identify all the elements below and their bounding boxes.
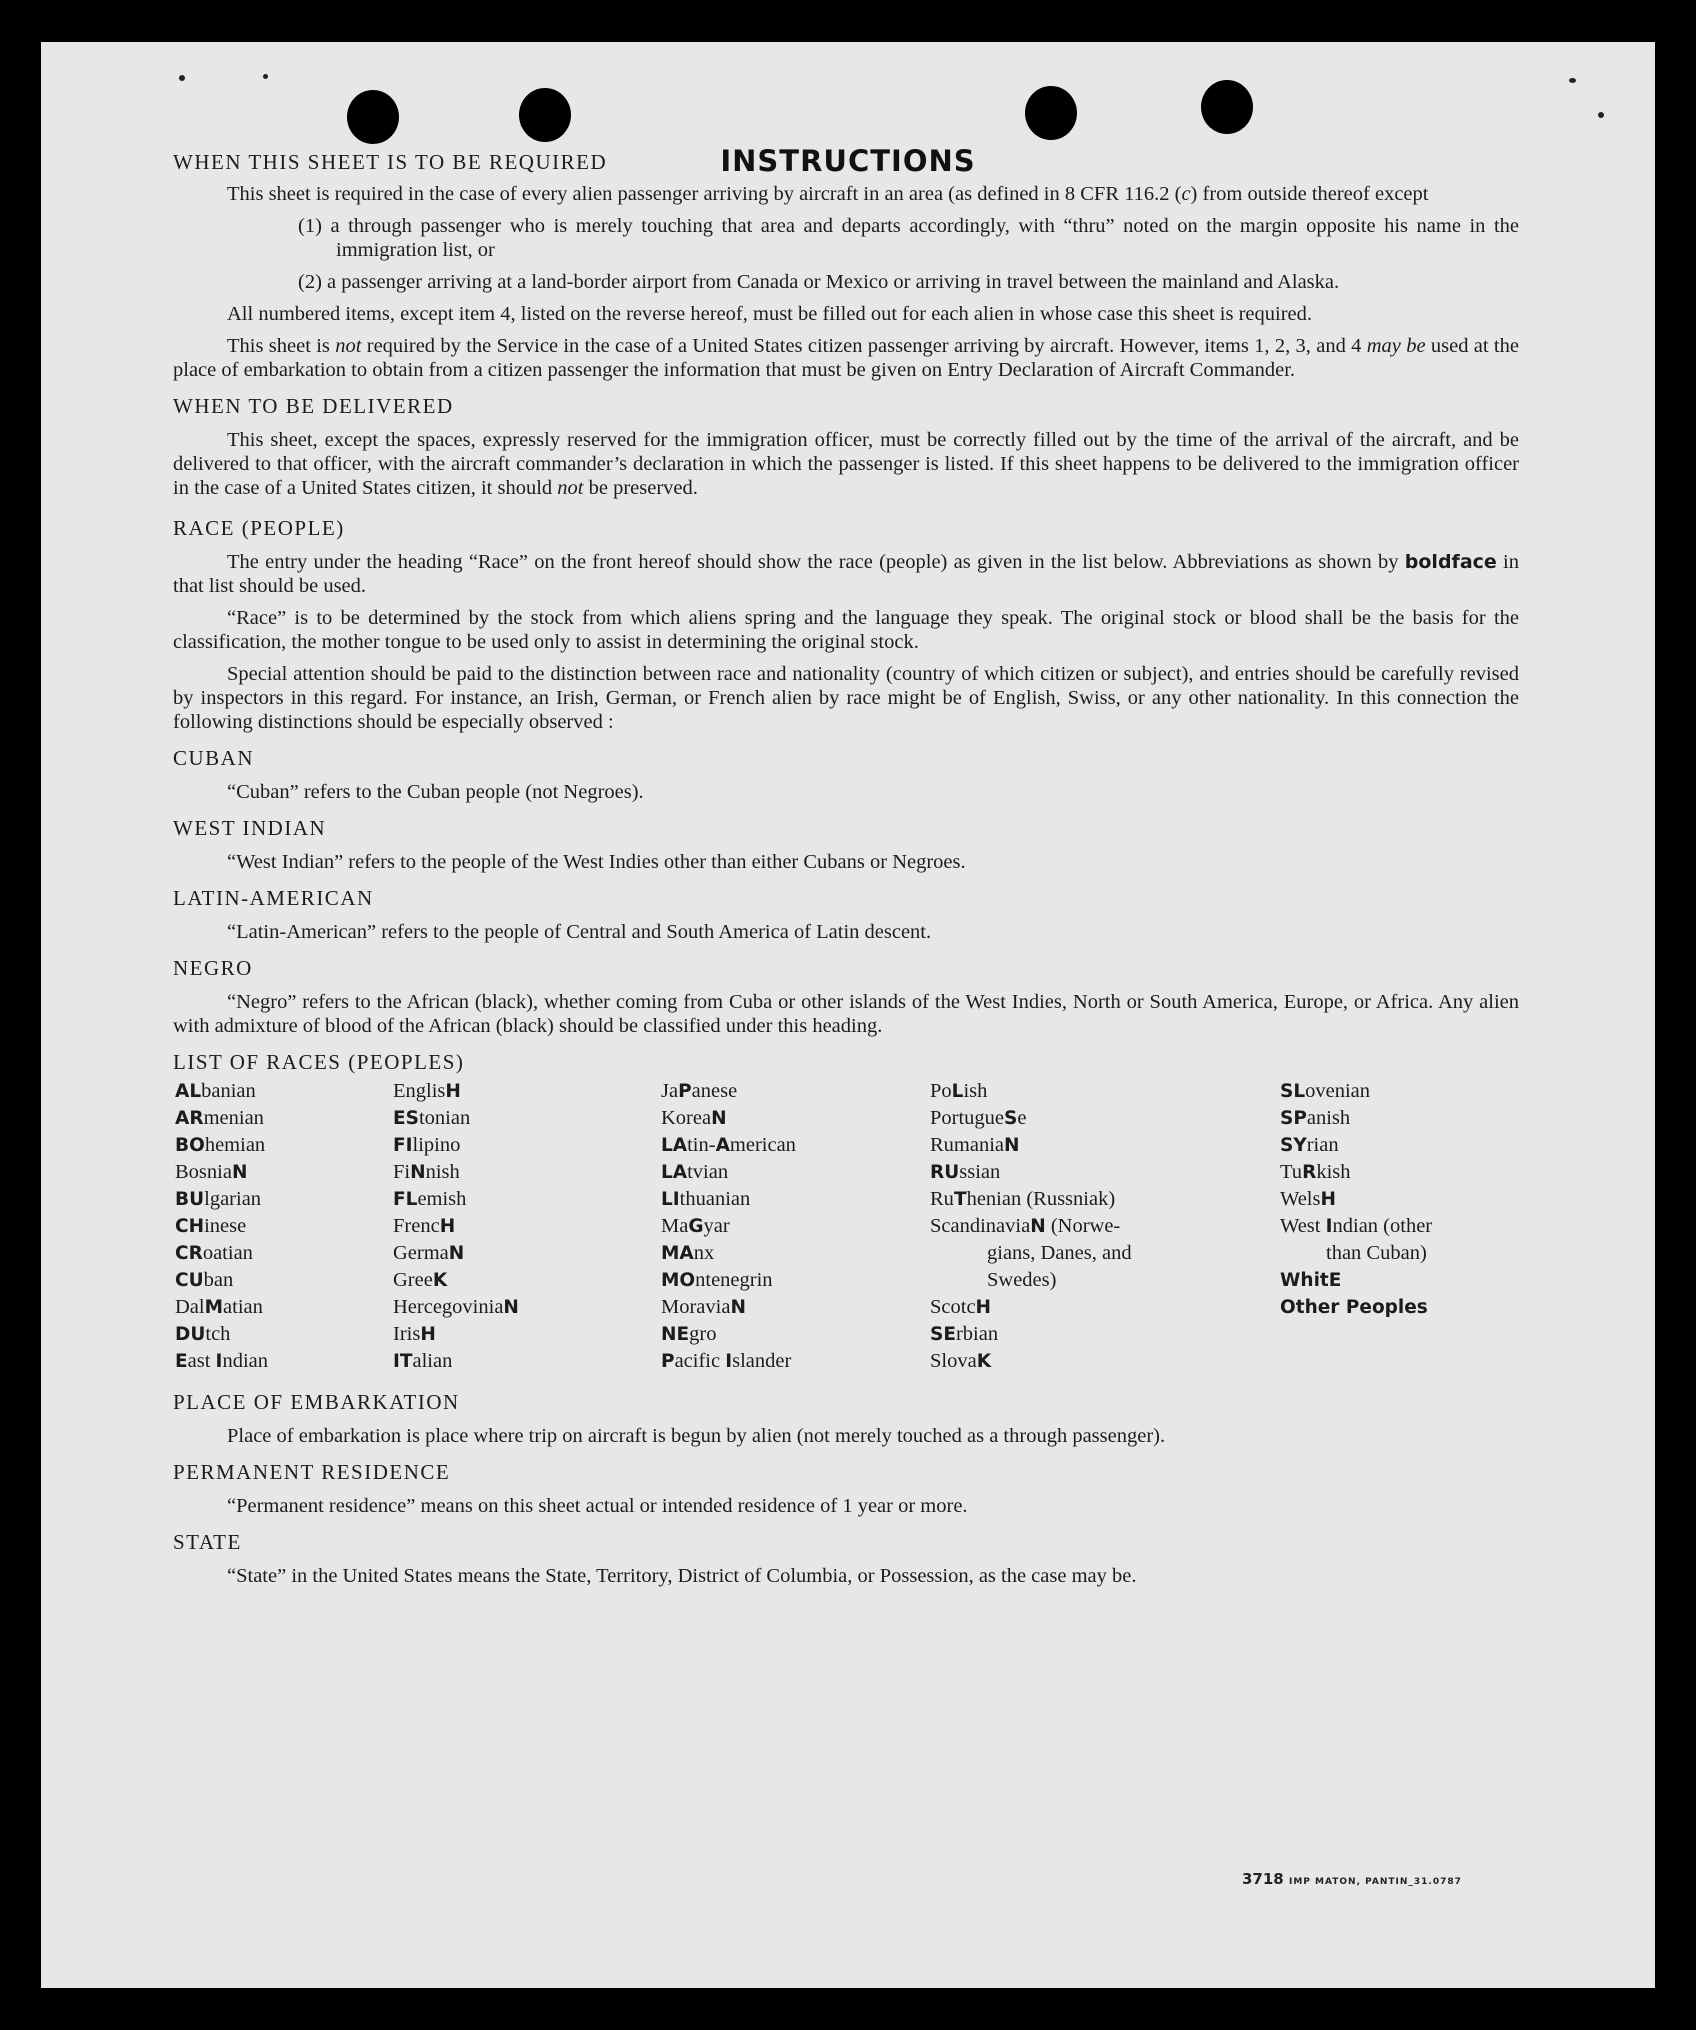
race-abbrev: H [420, 1324, 436, 1345]
race-abbrev: SL [1280, 1081, 1306, 1102]
race-item [175, 1294, 268, 1321]
race-abbrev: IT [393, 1351, 413, 1372]
race-item [1280, 1159, 1432, 1186]
race-item [1280, 1186, 1432, 1213]
race-text: Germa [393, 1242, 449, 1264]
race-text: yar [703, 1215, 730, 1237]
race-text: nish [425, 1161, 460, 1183]
paragraph-state: “State” in the United States means the State, Territory, District of Columbia, or Possession, as the case may be. [227, 1565, 1137, 1587]
punch-hole [1025, 86, 1077, 140]
race-text: hemian [204, 1134, 266, 1156]
race-abbrev: K [976, 1351, 992, 1372]
race-column-5 [1280, 1078, 1432, 1321]
race-item [661, 1186, 796, 1213]
race-item [930, 1321, 1132, 1348]
race-text: rbian [955, 1323, 999, 1345]
race-column-4 [930, 1078, 1132, 1375]
form-number: 3718 [1242, 1870, 1284, 1888]
printer-imprint [1242, 1870, 1462, 1888]
section-heading-negro: NEGRO [173, 956, 253, 980]
section-heading-required: WHEN THIS SHEET IS TO BE REQUIRED [173, 150, 608, 174]
race-text: tvian [687, 1161, 729, 1183]
section-heading-west-indian: WEST INDIAN [173, 816, 327, 840]
race-item-continuation: than Cuban) [1326, 1242, 1427, 1264]
race-item-continuation: Swedes) [987, 1269, 1057, 1291]
race-item [393, 1186, 519, 1213]
race-abbrev: N [730, 1297, 746, 1318]
race-abbrev: N [503, 1297, 519, 1318]
race-column-3 [661, 1078, 796, 1375]
race-abbrev: H [445, 1081, 461, 1102]
paragraph-special-attention: Special attention should be paid to the distinction between race and nationality (country of which citizen or subject), and entries should be carefully revised by inspectors in this regard. For instance, an Irish, German, or French alien by race might be of English, Swiss, or any other nationality. In this connection the following distinctions should be especially observed : [173, 663, 1519, 733]
race-text: slander [732, 1350, 792, 1372]
race-text: Ma [661, 1215, 689, 1237]
race-text: merican [729, 1134, 796, 1156]
scan-speck [179, 75, 185, 81]
race-abbrev: G [688, 1216, 704, 1237]
race-item [661, 1348, 796, 1375]
race-abbrev: MO [661, 1270, 696, 1291]
race-item [1280, 1105, 1432, 1132]
race-item [1280, 1267, 1432, 1294]
race-item [175, 1159, 268, 1186]
race-abbrev: N [410, 1162, 426, 1183]
race-text: lipino [412, 1134, 461, 1156]
text: This sheet is required in the case of every alien passenger arriving by aircraft in an area (as defined in 8 CFR 116.2 ( [227, 183, 1182, 205]
race-item [930, 1132, 1132, 1159]
race-abbrev: I [1325, 1216, 1333, 1237]
punch-hole [1201, 80, 1253, 134]
race-item [661, 1267, 796, 1294]
race-abbrev: E [1328, 1270, 1342, 1291]
race-item [661, 1321, 796, 1348]
section-heading-delivered: WHEN TO BE DELIVERED [173, 394, 454, 418]
race-text: ish [963, 1080, 988, 1102]
race-abbrev: CH [175, 1216, 205, 1237]
race-text: (Norwe- [1045, 1215, 1121, 1237]
race-abbrev: N [1030, 1216, 1046, 1237]
race-item [930, 1186, 1132, 1213]
text: used at the place of embarkation to obtain from a citizen passenger the information that must be given on Entry Declaration of Aircraft Commander. [173, 335, 1519, 381]
race-text: Wels [1280, 1188, 1321, 1210]
race-abbrev: H [1320, 1189, 1336, 1210]
race-item [393, 1078, 519, 1105]
italic-text: may be [1366, 335, 1426, 357]
race-text: Tu [1280, 1161, 1303, 1183]
scan-speck [1598, 112, 1604, 118]
race-abbrev: FI [393, 1135, 413, 1156]
race-item [1280, 1078, 1432, 1105]
race-item [661, 1159, 796, 1186]
race-text: kish [1316, 1161, 1351, 1183]
race-item [661, 1294, 796, 1321]
race-abbrev: I [215, 1351, 223, 1372]
race-item [661, 1105, 796, 1132]
scan-speck [1569, 78, 1576, 83]
race-item [661, 1078, 796, 1105]
page-title: INSTRUCTIONS [720, 144, 976, 178]
race-text: emish [417, 1188, 467, 1210]
paragraph-west-indian: “West Indian” refers to the people of the West Indies other than either Cubans or Negroes. [227, 851, 966, 873]
race-item [661, 1213, 796, 1240]
race-abbrev: T [953, 1189, 967, 1210]
race-text: Moravia [661, 1296, 731, 1318]
race-abbrev: DU [175, 1324, 206, 1345]
race-abbrev: K [432, 1270, 448, 1291]
race-item [175, 1213, 268, 1240]
race-text: henian (Russniak) [966, 1188, 1116, 1210]
race-item [175, 1078, 268, 1105]
section-heading-cuban: CUBAN [173, 746, 255, 770]
race-item [175, 1105, 268, 1132]
text: The entry under the heading “Race” on the front hereof should show the race (people) as given in the list below. Abbreviations as shown by [227, 551, 1405, 573]
race-text: ast [187, 1350, 216, 1372]
race-column-1 [175, 1078, 268, 1375]
scan-speck [263, 74, 268, 79]
race-text: Dal [175, 1296, 205, 1318]
race-item [393, 1321, 519, 1348]
race-text: acific [674, 1350, 726, 1372]
italic-text: not [335, 335, 362, 357]
race-abbrev: RU [930, 1162, 960, 1183]
race-item [930, 1213, 1132, 1240]
race-item [393, 1348, 519, 1375]
race-abbrev: L [951, 1081, 964, 1102]
race-abbrev: MA [661, 1243, 694, 1264]
race-text: Portugue [930, 1107, 1005, 1129]
paragraph-cuban: “Cuban” refers to the Cuban people (not Negroes). [227, 781, 644, 803]
boldface-text: boldface [1404, 551, 1497, 573]
race-abbrev: A [715, 1135, 730, 1156]
section-heading-embarkation: PLACE OF EMBARKATION [173, 1390, 460, 1414]
race-abbrev: Whit [1280, 1270, 1329, 1291]
race-item [930, 1159, 1132, 1186]
paragraph-citizen [173, 334, 1519, 382]
race-text: menian [203, 1107, 264, 1129]
race-text: anese [691, 1080, 738, 1102]
text: be preserved. [583, 477, 698, 499]
race-abbrev: LA [661, 1162, 688, 1183]
imprint-text: IMP MATON, PANTIN_31.0787 [1288, 1877, 1462, 1887]
race-abbrev: AL [175, 1081, 202, 1102]
race-item [930, 1105, 1132, 1132]
race-text: tin- [687, 1134, 716, 1156]
race-abbrev: P [661, 1351, 675, 1372]
race-text: ssian [959, 1161, 1001, 1183]
race-text: Englis [393, 1080, 446, 1102]
race-abbrev: I [725, 1351, 733, 1372]
race-text: thuanian [679, 1188, 751, 1210]
race-abbrev: SP [1280, 1108, 1307, 1129]
race-text: atian [223, 1296, 263, 1318]
race-abbrev: BU [175, 1189, 205, 1210]
race-text: tonian [418, 1107, 471, 1129]
race-abbrev: SE [930, 1324, 956, 1345]
race-item [1280, 1213, 1432, 1240]
race-item-continuation: gians, Danes, and [987, 1242, 1132, 1264]
race-text: gro [689, 1323, 717, 1345]
race-item [661, 1240, 796, 1267]
race-item [175, 1321, 268, 1348]
race-text: Scotc [930, 1296, 976, 1318]
race-text: ovenian [1305, 1080, 1371, 1102]
race-text: Ru [930, 1188, 954, 1210]
punch-hole [347, 90, 399, 144]
race-abbrev: H [439, 1216, 456, 1237]
race-item [393, 1213, 519, 1240]
race-text: Scandinavia [930, 1215, 1031, 1237]
section-heading-state: STATE [173, 1530, 242, 1554]
race-abbrev: P [678, 1081, 692, 1102]
race-abbrev: AR [175, 1108, 204, 1129]
race-text: Korea [661, 1107, 712, 1129]
paragraph-delivered [173, 428, 1519, 500]
paragraph-latin-american: “Latin-American” refers to the people of Central and South America of Latin descent. [227, 921, 932, 943]
paragraph-numbered-items: All numbered items, except item 4, listed on the reverse hereof, must be filled out for each alien in whose case this sheet is required. [227, 303, 1313, 325]
race-text: ntenegrin [695, 1269, 773, 1291]
race-abbrev: SY [1280, 1135, 1307, 1156]
punch-hole [519, 88, 571, 142]
italic-text: not [557, 477, 584, 499]
race-rows [1280, 1078, 1432, 1213]
italic-text: c [1181, 183, 1191, 205]
race-abbrev: S [1004, 1108, 1018, 1129]
race-item [930, 1078, 1132, 1105]
race-item [661, 1132, 796, 1159]
race-text: Ja [661, 1080, 679, 1102]
race-item [393, 1294, 519, 1321]
race-text: ban [203, 1269, 234, 1291]
race-text: Gree [393, 1269, 433, 1291]
race-item [175, 1267, 268, 1294]
section-heading-race: RACE (PEOPLE) [173, 516, 345, 540]
race-abbrev: E [175, 1351, 188, 1372]
race-abbrev: N [231, 1162, 248, 1183]
paragraph-required [173, 182, 1519, 206]
race-abbrev: ES [393, 1108, 419, 1129]
race-abbrev: N [1004, 1135, 1020, 1156]
exception-item-2: (2) a passenger arriving at a land-border airport from Canada or Mexico or arriving in travel between the mainland and Alaska. [298, 271, 1340, 293]
race-item [930, 1348, 1132, 1375]
race-text: West [1280, 1215, 1326, 1237]
race-abbrev: LA [661, 1135, 688, 1156]
paragraph-negro: “Negro” refers to the African (black), whether coming from Cuba or other islands of the West Indies, North or South America, Europe, or Africa. Any alien with admixture of blood of the African (black) should be classified under this heading. [173, 991, 1519, 1037]
race-text: e [1017, 1107, 1027, 1129]
race-abbrev: CU [175, 1270, 204, 1291]
race-abbrev: M [204, 1297, 224, 1318]
race-item [175, 1132, 268, 1159]
exception-item-1: (1) a through passenger who is merely touching that area and departs accordingly, with “thru” noted on the margin opposite his name in the immigration list, or [298, 215, 1519, 261]
race-abbrev: NE [661, 1324, 690, 1345]
race-item [175, 1348, 268, 1375]
race-abbrev: H [975, 1297, 992, 1318]
race-text: Hercegovinia [393, 1296, 504, 1318]
race-abbrev: Other Peoples [1280, 1297, 1428, 1318]
paragraph-residence: “Permanent residence” means on this sheet actual or intended residence of 1 year or more. [227, 1495, 968, 1517]
race-text: Frenc [393, 1215, 440, 1237]
race-list [173, 1078, 1519, 1384]
race-item [175, 1240, 268, 1267]
race-abbrev: CR [175, 1243, 203, 1264]
race-item [393, 1267, 519, 1294]
paragraph-race-entry [173, 550, 1519, 598]
race-item [393, 1132, 519, 1159]
section-heading-residence: PERMANENT RESIDENCE [173, 1460, 451, 1484]
race-column-2 [393, 1078, 519, 1375]
race-text: oatian [202, 1242, 253, 1264]
text: required by the Service in the case of a United States citizen passenger arriving by aircraft. However, items 1, 2, 3, and 4 [361, 335, 1367, 357]
race-item [1280, 1294, 1432, 1321]
race-text: Slova [930, 1350, 977, 1372]
race-text: nx [693, 1242, 715, 1264]
race-abbrev: FL [393, 1189, 418, 1210]
race-abbrev: BO [175, 1135, 205, 1156]
race-item [393, 1159, 519, 1186]
race-item [175, 1186, 268, 1213]
race-item [1280, 1132, 1432, 1159]
race-item [930, 1294, 1132, 1321]
race-text: Rumania [930, 1134, 1005, 1156]
text: ) from outside thereof except [1190, 183, 1429, 205]
race-text: lgarian [204, 1188, 262, 1210]
text: This sheet, except the spaces, expressly reserved for the immigration officer, must be correctly filled out by the time of the arrival of the aircraft, and be delivered to that officer, with the aircraft commander’s declaration in which the passenger is listed. If this sheet happens to be delivered to the immigration officer in the case of a United States citizen, it should [173, 429, 1519, 499]
race-text: ndian [222, 1350, 268, 1372]
text: in that list should be used. [173, 551, 1519, 597]
race-text: Bosnia [175, 1161, 232, 1183]
race-text: tch [205, 1323, 231, 1345]
section-heading-list-of-races: LIST OF RACES (PEOPLES) [173, 1050, 465, 1074]
race-item [393, 1105, 519, 1132]
paragraph-embarkation: Place of embarkation is place where trip on aircraft is begun by alien (not merely touched as a through passenger). [227, 1425, 1166, 1447]
race-text: Fi [393, 1161, 411, 1183]
race-item [393, 1240, 519, 1267]
race-text: Iris [393, 1323, 421, 1345]
race-abbrev: N [711, 1108, 727, 1129]
race-abbrev: R [1302, 1162, 1317, 1183]
race-text: anish [1306, 1107, 1351, 1129]
race-text: banian [201, 1080, 256, 1102]
race-text: rian [1306, 1134, 1339, 1156]
race-text: inese [204, 1215, 247, 1237]
race-abbrev: N [448, 1243, 465, 1264]
race-text: alian [412, 1350, 453, 1372]
race-abbrev: LI [661, 1189, 680, 1210]
race-text: ndian (other [1332, 1215, 1433, 1237]
paragraph-race-determined: “Race” is to be determined by the stock from which aliens spring and the language they speak. The original stock or blood shall be the basis for the classification, the mother tongue to be used only to assist in determining the original stock. [173, 607, 1519, 653]
section-heading-latin-american: LATIN-AMERICAN [173, 886, 374, 910]
text: This sheet is [227, 335, 336, 357]
instructions-body [173, 150, 1519, 1588]
race-text: Po [930, 1080, 952, 1102]
